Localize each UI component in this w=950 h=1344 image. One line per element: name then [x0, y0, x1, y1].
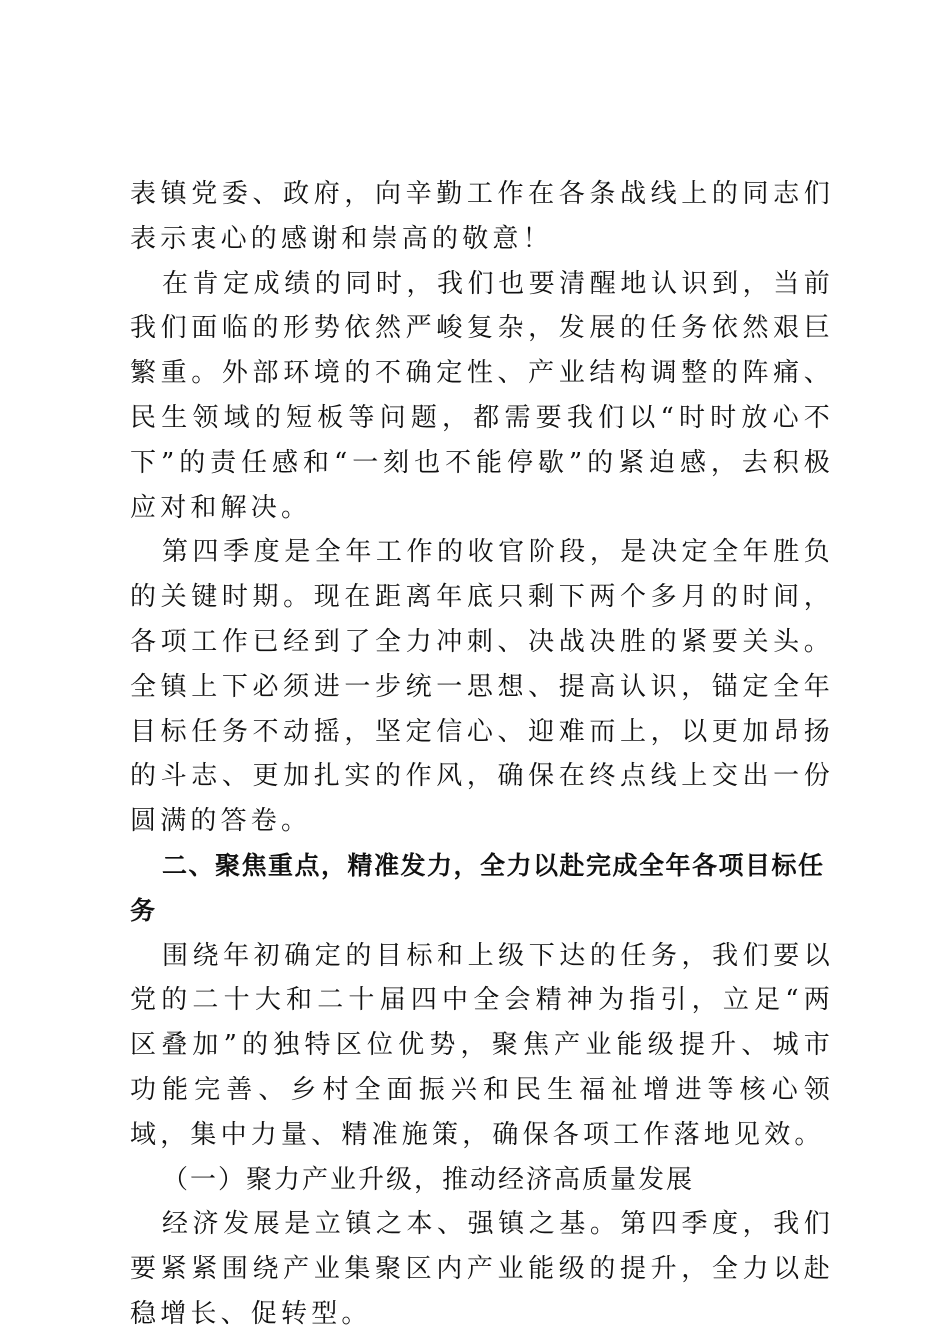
paragraph-goals: 围绕年初确定的目标和上级下达的任务，我们要以党的二十大和二十届四中全会精神为指引，立足“两区叠加”的独特区位优势，聚焦产业能级提升、城市功能完善、乡村全面振兴和民生福祉增进等核心领域，集中力量、精准施策，确保各项工作落地见效。 — [130, 940, 834, 1150]
section-heading-2: 二、聚焦重点，精准发力，全力以赴完成全年各项目标任务 — [130, 850, 825, 925]
paragraph-fourth-quarter: 第四季度是全年工作的收官阶段，是决定全年胜负的关键时期。现在距离年底只剩下两个多月的时间，各项工作已经到了全力冲刺、决战决胜的紧要关头。全镇上下必须进一步统一思想、提高认识，锚定全年目标任务不动摇，坚定信心、迎难而上，以更加昂扬的斗志、更加扎实的作风，确保在终点线上交出一份圆满的答卷。 — [130, 537, 834, 837]
paragraph-challenges: 在肯定成绩的同时，我们也要清醒地认识到，当前我们面临的形势依然严峻复杂，发展的任务依然艰巨繁重。外部环境的不确定性、产业结构调整的阵痛、民生领域的短板等问题，都需要我们以“时时放心不下”的责任感和“一刻也不能停歇”的紧迫感，去积极应对和解决。 — [130, 268, 834, 523]
document-page — [130, 172, 834, 1337]
subsection-heading-1: （一）聚力产业升级，推动经济高质量发展 — [162, 1164, 695, 1195]
paragraph-closing-thanks: 表镇党委、政府，向辛勤工作在各条战线上的同志们表示衷心的感谢和崇高的敬意！ — [130, 179, 834, 254]
paragraph-economy: 经济发展是立镇之本、强镇之基。第四季度，我们要紧紧围绕产业集聚区内产业能级的提升，全力以赴稳增长、促转型。 — [130, 1209, 834, 1329]
